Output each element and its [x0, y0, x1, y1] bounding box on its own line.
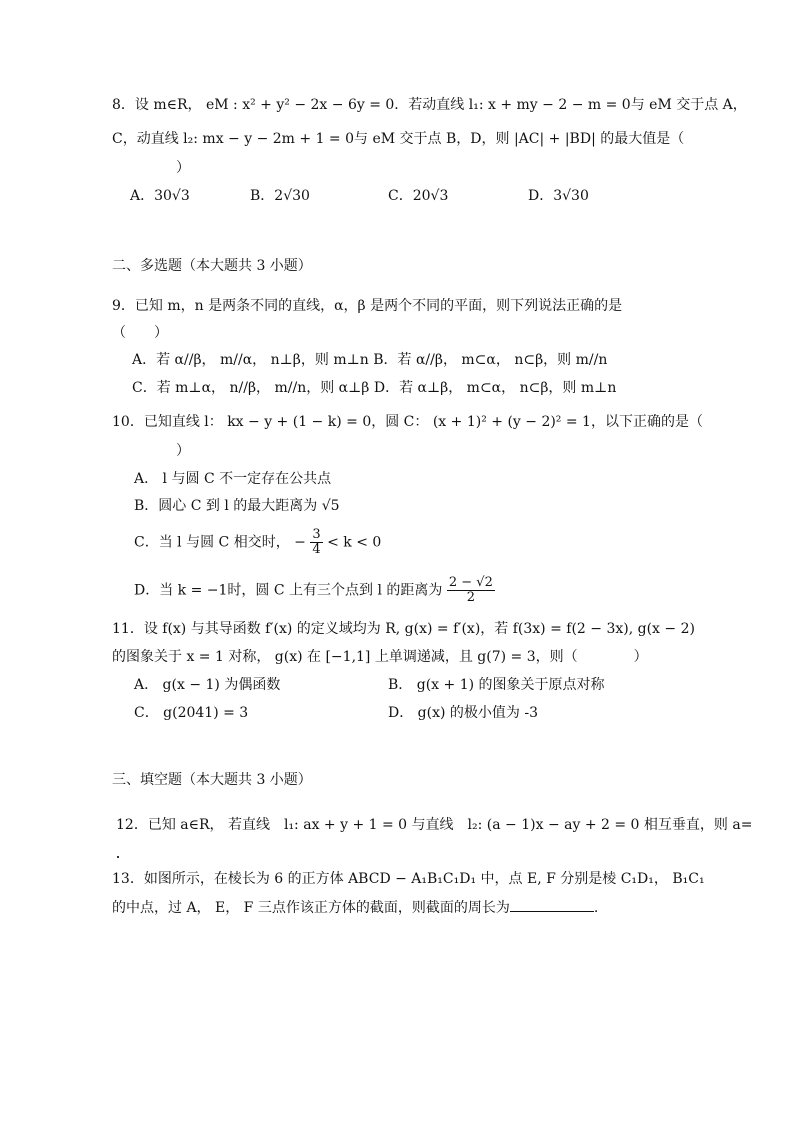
- q10-line1: 10．已知直线 l： kx − y + (1 − k) = 0，圆 C： (x + 1)² + (y − 2)² = 1，以下正确的是（: [112, 414, 703, 430]
- q9-options-cd: C．若 m⊥α， n//β， m//n，则 α⊥β D．若 α⊥β， m⊂α， n⊂β，则 m⊥n: [132, 380, 617, 396]
- q8-option-b: B．2√30: [250, 188, 310, 204]
- q10-option-d: [134, 576, 495, 605]
- q11-line2: 的图象关于 x = 1 对称， g(x) 在 [−1,1] 上单调递减，且 g(7) = 3，则（ ）: [112, 649, 648, 665]
- fraction-distance: [447, 576, 495, 605]
- q8-option-d: D．3√30: [528, 188, 589, 204]
- answer-blank: [510, 897, 594, 912]
- q13-line2-text: 的中点，过 A， E， F 三点作该正方体的截面，则截面的周长为: [112, 900, 510, 916]
- q8-line3: ）: [176, 160, 190, 176]
- fraction-denominator: 2: [466, 590, 475, 605]
- q10-option-b: B．圆心 C 到 l 的最大距离为 √5: [134, 498, 340, 514]
- q11-option-b: B． g(x + 1) 的图象关于原点对称: [388, 677, 605, 693]
- fraction-denominator: 4: [312, 542, 321, 557]
- q12-line1: 12．已知 a∈R， 若直线 l₁: ax + y + 1 = 0 与直线 l₂: (a − 1)x − ay + 2 = 0 相互垂直，则 a=: [116, 817, 753, 833]
- fraction-three-quarters: [310, 528, 322, 557]
- q8-line1: 8．设 m∈R， eM : x² + y² − 2x − 6y = 0．若动直线 l₁: x + my − 2 − m = 0与 eM 交于点 A，: [112, 97, 747, 113]
- section-2-title: 二、多选题（本大题共 3 小题）: [112, 258, 312, 274]
- q9-line1: 9．已知 m，n 是两条不同的直线，α，β 是两个不同的平面，则下列说法正确的是: [112, 298, 623, 314]
- fraction-numerator: 3: [312, 527, 321, 542]
- q11-line1: 11．设 f(x) 与其导函数 f′(x) 的定义域均为 R, g(x) = f′(x)，若 f(3x) = f(2 − 3x), g(x − 2): [112, 621, 695, 637]
- q11-option-c: C． g(2041) = 3: [134, 705, 249, 721]
- fraction-numerator: 2 − √2: [448, 575, 493, 590]
- stray-dot: [117, 856, 119, 858]
- q11-option-d: D． g(x) 的极小值为 -3: [388, 705, 538, 721]
- section-3-title: 三、填空题（本大题共 3 小题）: [112, 772, 312, 788]
- q13-line2: [112, 897, 598, 918]
- q10-option-c-suffix: < k < 0: [327, 534, 382, 551]
- q10-option-c-prefix: C．当 l 与圆 C 相交时， −: [134, 534, 306, 551]
- q13-line1: 13．如图所示，在棱长为 6 的正方体 ABCD − A₁B₁C₁D₁ 中，点 E, F 分别是棱 C₁D₁， B₁C₁: [112, 871, 705, 887]
- q8-line2: C，动直线 l₂: mx − y − 2m + 1 = 0与 eM 交于点 B，D，则 |AC| + |BD| 的最大值是（: [112, 131, 685, 147]
- q10-option-c: [134, 528, 381, 557]
- q10-option-a: A． l 与圆 C 不一定存在公共点: [134, 471, 332, 487]
- q8-option-c: C．20√3: [388, 188, 449, 204]
- q9-options-ab: A．若 α//β， m//α， n⊥β，则 m⊥n B．若 α//β， m⊂α， n⊂β，则 m//n: [132, 352, 608, 368]
- q10-line2: ）: [176, 443, 190, 459]
- q10-option-d-prefix: D．当 k = −1时，圆 C 上有三个点到 l 的距离为: [134, 582, 443, 599]
- q9-line2: （ ）: [112, 325, 168, 341]
- q13-line2-end: .: [593, 900, 599, 916]
- q11-option-a: A． g(x − 1) 为偶函数: [134, 677, 281, 693]
- q8-option-a: A．30√3: [130, 188, 190, 204]
